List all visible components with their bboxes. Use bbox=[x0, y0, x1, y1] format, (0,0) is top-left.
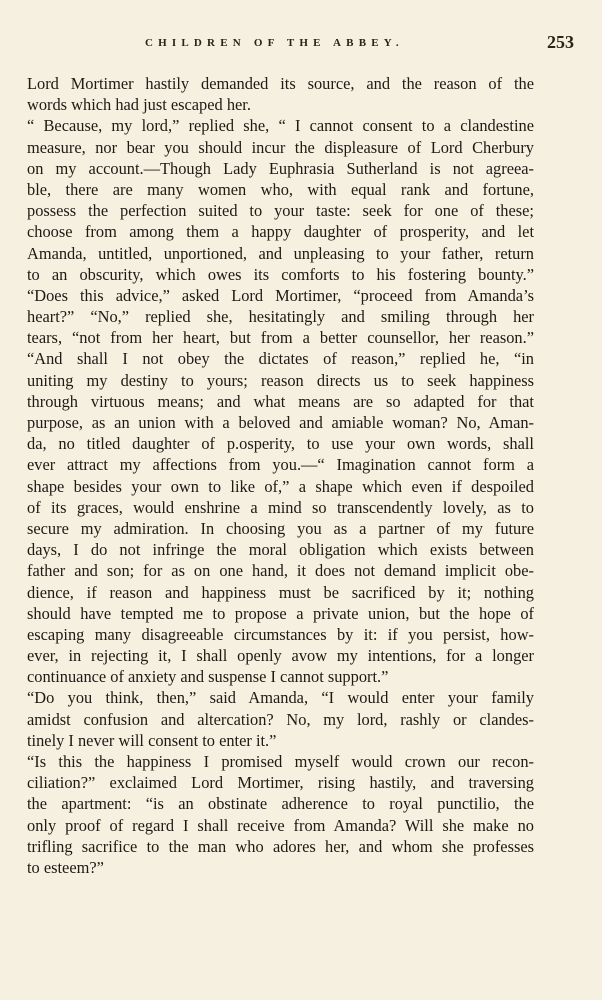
running-head bbox=[0, 30, 602, 58]
text-line: words which had just escaped her. bbox=[27, 95, 251, 115]
text-line: ble, there are many women who, with equal rank and fortune, bbox=[27, 179, 534, 199]
text-line: trifling sacrifice to the man who adores her, and whom she professes bbox=[27, 836, 534, 856]
text-line: continuance of anxiety and suspense I cannot support.” bbox=[27, 667, 389, 687]
text-line: heart?” “No,” replied she, hesitatingly and smiling through her bbox=[27, 307, 534, 327]
text-line: amidst confusion and altercation? No, my lord, rashly or clandes- bbox=[27, 709, 534, 729]
text-line: escaping many disagreeable circumstances by it: if you persist, how- bbox=[27, 624, 534, 644]
text-line: of its graces, would enshrine a mind so transcendently lovely, as to bbox=[27, 497, 534, 517]
text-line: “ Because, my lord,” replied she, “ I cannot consent to a clandestine bbox=[27, 116, 534, 136]
page-number: 253 bbox=[547, 32, 574, 52]
body-text bbox=[27, 73, 534, 878]
text-line: choose from among them a happy daughter of prosperity, and let bbox=[27, 222, 534, 242]
text-line: father and son; for as on one hand, it does not demand implicit obe- bbox=[27, 561, 534, 581]
text-line: da, no titled daughter of p.osperity, to use your own words, shall bbox=[27, 434, 534, 454]
text-line: through virtuous means; and what means are so adapted for that bbox=[27, 391, 534, 411]
text-line: to esteem?” bbox=[27, 857, 104, 877]
text-line: purpose, as an union with a beloved and amiable woman? No, Aman- bbox=[27, 413, 534, 432]
text-line: dience, if reason and happiness must be sacrificed by it; nothing bbox=[27, 582, 534, 602]
text-line: only proof of regard I shall receive from Amanda? Will she make no bbox=[27, 815, 534, 835]
text-line: measure, nor bear you should incur the displeasure of Lord Cherbury bbox=[27, 137, 534, 157]
text-line: secure my admiration. In choosing you as a partner of my future bbox=[27, 518, 534, 538]
text-line: ever attract my affections from you.—“ Imagination cannot form a bbox=[27, 455, 534, 475]
text-line: ever, in rejecting it, I shall openly avow my intentions, for a longer bbox=[27, 646, 534, 666]
text-line: Lord Mortimer hastily demanded its source, and the reason of the bbox=[27, 74, 534, 93]
text-line: possess the perfection suited to your taste: seek for one of these; bbox=[27, 201, 534, 221]
text-line: uniting my destiny to yours; reason directs us to seek happiness bbox=[27, 370, 534, 390]
text-line: shape besides your own to like of,” a shape which even if despoiled bbox=[27, 476, 534, 496]
text-line: days, I do not infringe the moral obligation which exists between bbox=[27, 540, 534, 560]
text-line: the apartment: “is an obstinate adherence to royal punctilio, the bbox=[27, 794, 534, 814]
text-line: “Does this advice,” asked Lord Mortimer, “proceed from Amanda’s bbox=[27, 285, 534, 305]
text-line: “Is this the happiness I promised myself would crown our recon- bbox=[27, 752, 534, 771]
running-title: CHILDREN OF THE ABBEY. bbox=[145, 37, 404, 49]
text-line: “Do you think, then,” said Amanda, “I would enter your family bbox=[27, 688, 534, 708]
text-line: on my account.—Though Lady Euphrasia Sutherland is not agreea- bbox=[27, 158, 534, 178]
text-line: tears, “not from her heart, but from a better counsellor, her reason.” bbox=[27, 328, 534, 348]
text-line: ciliation?” exclaimed Lord Mortimer, rising hastily, and traversing bbox=[27, 773, 534, 793]
text-line: should have tempted me to propose a private union, but the hope of bbox=[27, 603, 534, 623]
text-line: Amanda, untitled, unportioned, and unpleasing to your father, return bbox=[27, 243, 534, 263]
text-line: tinely I never will consent to enter it.” bbox=[27, 730, 277, 750]
text-line: to an obscurity, which owes its comforts to his fostering bounty.” bbox=[27, 264, 534, 284]
text-line: “And shall I not obey the dictates of reason,” replied he, “in bbox=[27, 349, 534, 369]
